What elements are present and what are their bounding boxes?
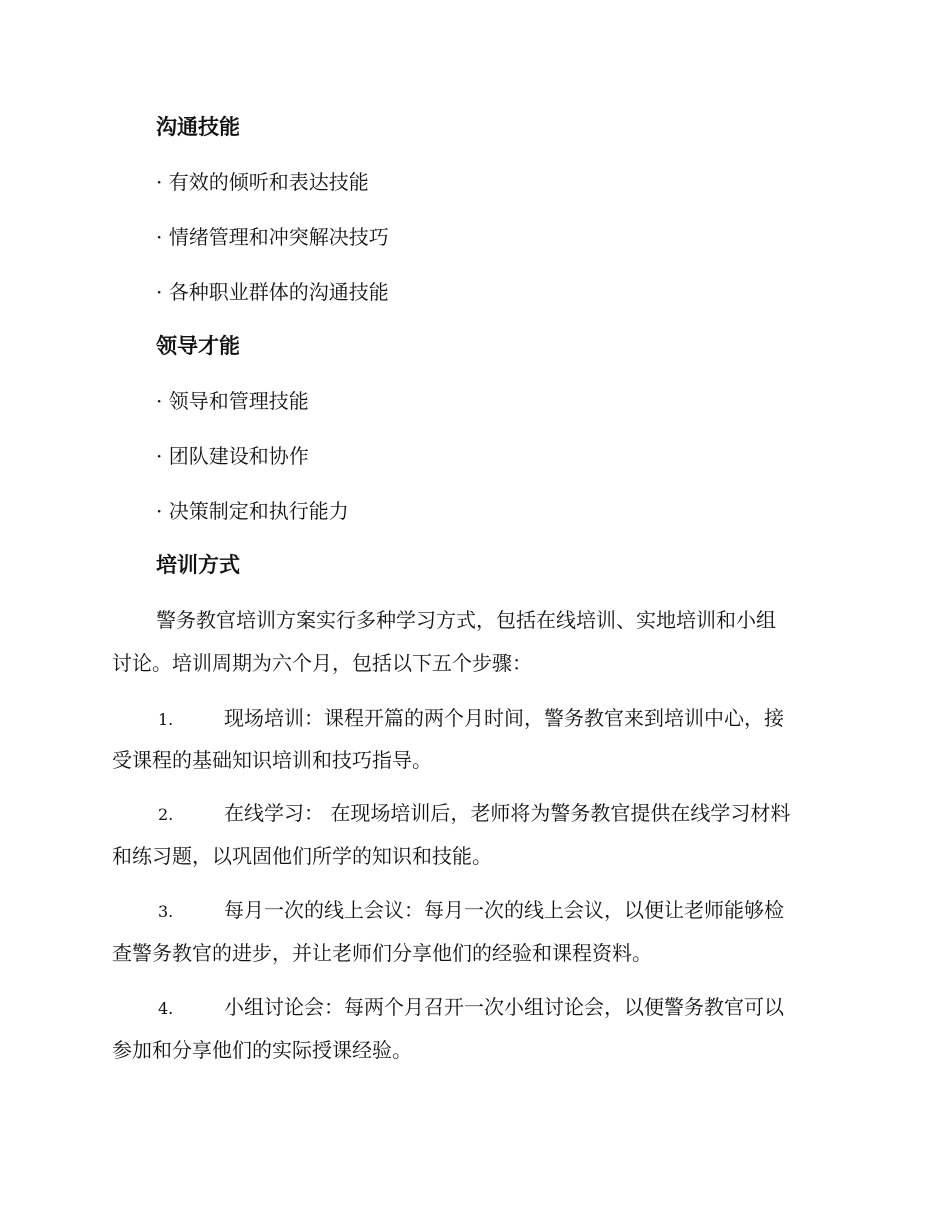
- step-number: 2.: [158, 805, 174, 824]
- bullet-item: · 团队建设和协作: [156, 444, 309, 468]
- step-text-line: 现场培训：课程开篇的两个月时间，警务教官来到培训中心，接: [224, 706, 784, 730]
- paragraph-line: 讨论。培训周期为六个月，包括以下五个步骤：: [112, 651, 532, 675]
- step-text-line: 查警务教官的进步，并让老师们分享他们的经验和课程资料。: [112, 941, 652, 965]
- step-text-line: 受课程的基础知识培训和技巧指导。: [112, 748, 432, 772]
- bullet-item: · 领导和管理技能: [156, 389, 309, 413]
- section-heading-communication: 沟通技能: [156, 115, 240, 139]
- bullet-item: · 各种职业群体的沟通技能: [156, 280, 389, 304]
- step-text-line: 每月一次的线上会议：每月一次的线上会议，以便让老师能够检: [224, 898, 784, 922]
- step-text-line: 和练习题，以巩固他们所学的知识和技能。: [112, 844, 492, 868]
- paragraph-line: 警务教官培训方案实行多种学习方式，包括在线培训、实地培训和小组: [156, 608, 776, 632]
- section-heading-leadership: 领导才能: [156, 334, 240, 358]
- bullet-item: · 有效的倾听和表达技能: [156, 170, 369, 194]
- step-text-line: 小组讨论会：每两个月召开一次小组讨论会，以便警务教官可以: [224, 995, 784, 1019]
- step-number: 1.: [158, 710, 174, 729]
- section-heading-training: 培训方式: [156, 553, 240, 577]
- bullet-item: · 决策制定和执行能力: [156, 499, 349, 523]
- step-text-line: 在线学习： 在现场培训后，老师将为警务教官提供在线学习材料: [224, 801, 791, 825]
- bullet-item: · 情绪管理和冲突解决技巧: [156, 225, 389, 249]
- step-number: 3.: [158, 902, 174, 921]
- step-text-line: 参加和分享他们的实际授课经验。: [112, 1038, 412, 1062]
- step-number: 4.: [158, 999, 174, 1018]
